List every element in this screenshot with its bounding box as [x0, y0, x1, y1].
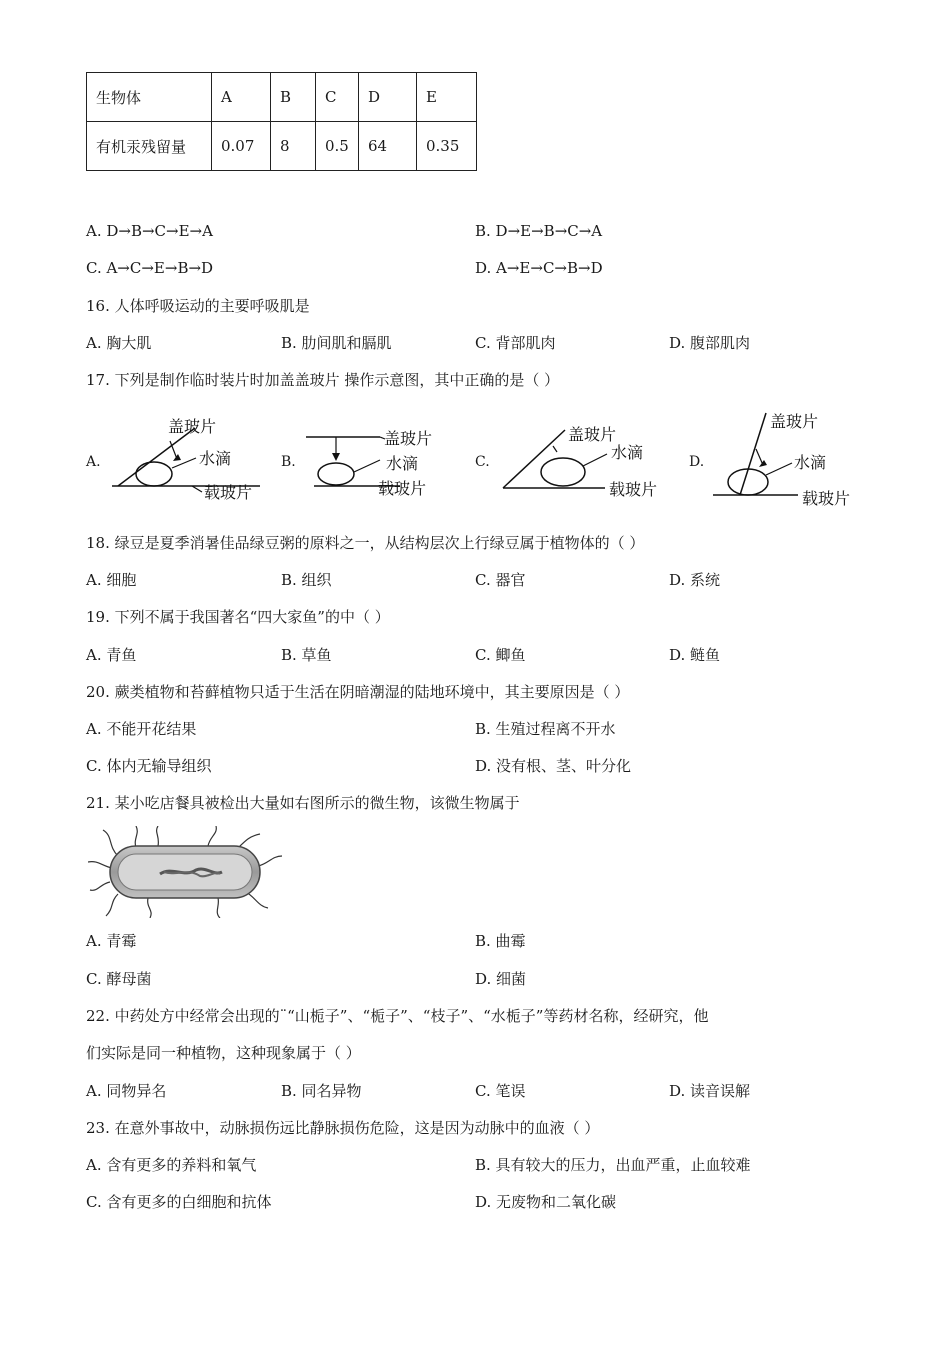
q18-option-d: D. 系统: [669, 571, 721, 589]
q22-stem-line2: 们实际是同一种植物，这种现象属于（ ）: [86, 1044, 361, 1062]
slide-label: 载玻片: [378, 479, 427, 498]
q15-option-d: D. A→E→C→B→D: [475, 259, 603, 277]
q22-option-d: D. 读音误解: [669, 1082, 751, 1100]
q19-option-a: A. 青鱼: [86, 646, 137, 664]
q16-option-a: A. 胸大肌: [86, 334, 152, 352]
q18-option-b: B. 组织: [281, 571, 332, 589]
q21-option-d: D. 细菌: [475, 970, 527, 988]
water-drop-label: 水滴: [611, 443, 644, 462]
q21-stem: 21. 某小吃店餐具被检出大量如右图所示的微生物，该微生物属于: [86, 794, 520, 812]
q20-option-d: D. 没有根、茎、叶分化: [475, 757, 632, 775]
table-cell: 生物体: [87, 73, 212, 122]
table-row: [87, 73, 477, 122]
q21-option-b: B. 曲霉: [475, 932, 526, 950]
q21-option-a: A. 青霉: [86, 932, 137, 950]
q19-option-c: C. 鲫鱼: [475, 646, 526, 664]
q22-option-a: A. 同物异名: [86, 1082, 167, 1100]
q19-stem: 19. 下列不属于我国著名“四大家鱼”的中（ ）: [86, 608, 390, 626]
q18-stem: 18. 绿豆是夏季消暑佳品绿豆粥的原料之一，从结构层次上行绿豆属于植物体的（ ）: [86, 534, 645, 552]
q19-option-b: B. 草鱼: [281, 646, 332, 664]
cover-glass-label: 盖玻片: [384, 429, 433, 448]
table-cell: A: [212, 73, 271, 122]
table-cell: 0.35: [417, 122, 477, 171]
q16-stem: 16. 人体呼吸运动的主要呼吸肌是: [86, 297, 310, 315]
q15-option-c: C. A→C→E→B→D: [86, 259, 214, 277]
table-cell: B: [271, 73, 316, 122]
q15-option-a: A. D→B→C→E→A: [86, 222, 213, 240]
cover-glass-label: 盖玻片: [568, 425, 617, 444]
q18-option-c: C. 器官: [475, 571, 526, 589]
water-drop-label: 水滴: [199, 449, 232, 468]
q22-option-c: C. 笔误: [475, 1082, 526, 1100]
q23-option-a: A. 含有更多的养料和氧气: [86, 1156, 257, 1174]
q20-option-c: C. 体内无输导组织: [86, 757, 212, 775]
water-drop-label: 水滴: [794, 453, 827, 472]
q16-option-c: C. 背部肌肉: [475, 334, 556, 352]
table-cell: 0.07: [212, 122, 271, 171]
q17-figure-c: [495, 418, 670, 512]
table-cell: 0.5: [316, 122, 359, 171]
residue-table: [86, 72, 477, 171]
slide-label: 载玻片: [609, 480, 658, 499]
q17-figure-a: [100, 410, 270, 509]
table-cell: 8: [271, 122, 316, 171]
q19-option-d: D. 鲢鱼: [669, 646, 721, 664]
q16-option-d: D. 腹部肌肉: [669, 334, 751, 352]
q23-stem: 23. 在意外事故中，动脉损伤远比静脉损伤危险，这是因为动脉中的血液（ ）: [86, 1119, 600, 1137]
q22-option-b: B. 同名异物: [281, 1082, 362, 1100]
slide-label: 载玻片: [204, 483, 253, 502]
q23-option-b: B. 具有较大的压力，出血严重，止血较难: [475, 1156, 751, 1174]
q17-option-a-label: A.: [86, 454, 101, 470]
table-row: [87, 122, 477, 171]
q16-option-b: B. 肋间肌和膈肌: [281, 334, 392, 352]
q17-option-d-label: D.: [689, 454, 705, 470]
cover-glass-label: 盖玻片: [168, 417, 217, 436]
bacterium-image: [88, 826, 283, 922]
q23-option-d: D. 无废物和二氧化碳: [475, 1193, 617, 1211]
q17-stem: 17. 下列是制作临时装片时加盖盖玻片 操作示意图，其中正确的是（ ）: [86, 371, 560, 389]
table-cell: E: [417, 73, 477, 122]
q18-option-a: A. 细胞: [86, 571, 137, 589]
q17-option-c-label: C.: [475, 454, 490, 470]
q21-option-c: C. 酵母菌: [86, 970, 152, 988]
table-cell: C: [316, 73, 359, 122]
q17-figure-d: [708, 405, 863, 514]
q20-option-a: A. 不能开花结果: [86, 720, 197, 738]
q23-option-c: C. 含有更多的白细胞和抗体: [86, 1193, 272, 1211]
q17-option-b-label: B.: [281, 454, 296, 470]
table-cell: 有机汞残留量: [87, 122, 212, 171]
water-drop-label: 水滴: [386, 454, 419, 473]
q15-option-b: B. D→E→B→C→A: [475, 222, 603, 240]
table-cell: D: [359, 73, 417, 122]
q20-stem: 20. 蕨类植物和苔藓植物只适于生活在阴暗潮湿的陆地环境中，其主要原因是（ ）: [86, 683, 630, 701]
slide-label: 载玻片: [802, 489, 851, 508]
cover-glass-label: 盖玻片: [770, 412, 819, 431]
q20-option-b: B. 生殖过程离不开水: [475, 720, 616, 738]
q22-stem-line1: 22. 中药处方中经常会出现的¨“山栀子”、“栀子”、“枝子”、“水栀子”等药材名称，经研究，他: [86, 1007, 709, 1025]
q17-figure-b: [300, 422, 450, 506]
table-cell: 64: [359, 122, 417, 171]
